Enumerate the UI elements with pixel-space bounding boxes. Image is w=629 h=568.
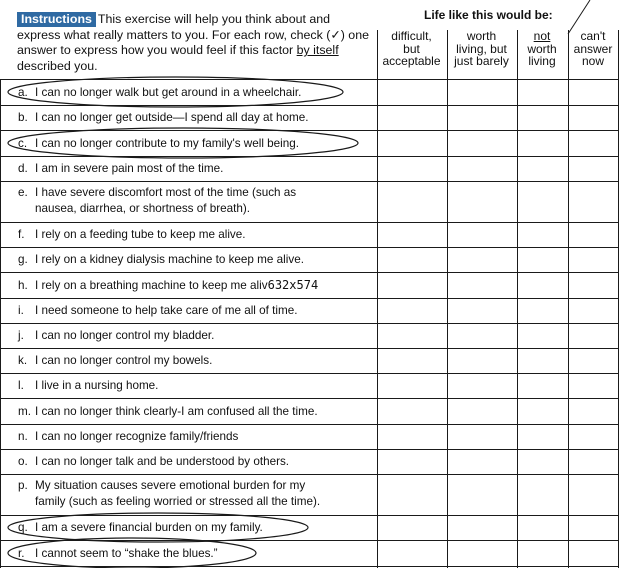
row-o-text: o. I can no longer talk and be understood by others. [18,455,290,468]
instructions-text-2: ) one answer to express how you would feel if this factor [17,27,369,57]
row-b-text: b. I can no longer get outside—I spend all day at home. [18,111,309,124]
row-j-text: j. I can no longer control my bladder. [18,329,215,342]
row-e-text: e. I have severe discomfort most of the time (such as nausea, diarrhea, or shortness of breath). [18,186,297,215]
row-c-text: c. I can no longer contribute to my family's well being. [18,136,300,150]
column-header-not-worth-living: not worth living [527,29,557,68]
column-header-difficult: difficult, but acceptable [382,29,441,68]
row-l-text: l. I live in a nursing home. [18,379,159,392]
row-r-text: r. I cannot seem to “shake the blues.” [18,546,218,560]
row-d-text: d. I am in severe pain most of the time. [18,162,224,175]
row-k-text: k. I can no longer control my bowels. [18,354,213,367]
instructions-by-itself: by itself [296,43,339,57]
column-header-cant-answer: can't answer now [573,29,613,68]
row-p-text: p. My situation causes severe emotional burden for my family (such as feeling worried or stressed all the time). [18,479,321,508]
circled-row-r [8,538,256,568]
circled-row-c [8,128,358,158]
row-i-text: i. I need someone to help take care of me all of time. [18,304,298,317]
life-like-this-banner: Life like this would be: [424,8,553,22]
row-q-text: q. I am a severe financial burden on my family. [18,521,263,534]
instructions-text-3: described you. [17,58,98,73]
row-f-text: f. I rely on a feeding tube to keep me alive. [18,228,246,241]
banner-pointer-line [568,0,590,34]
row-h-text: h. I rely on a breathing machine to keep me aliv632x574 [18,277,319,292]
row-m-text: m. I can no longer think clearly-I am confused all the time. [18,404,318,418]
circled-row-a [8,77,343,107]
instructions-badge: Instructions [17,12,96,27]
circled-row-q [8,513,308,542]
row-a-text: a. I can no longer walk but get around in a wheelchair. [18,85,302,99]
column-header-worth-living: worth living, but just barely [454,29,509,68]
row-g-text: g. I rely on a kidney dialysis machine to keep me alive. [18,253,304,266]
overlay-size-label: 632x574 [267,277,319,292]
row-n-text: n. I can no longer recognize family/friends [18,430,239,443]
check-mark-icon: ✓ [330,27,341,42]
instructions-text-1: This exercise will help you think about and express what really matters to you. For each row, check ( [17,12,331,42]
